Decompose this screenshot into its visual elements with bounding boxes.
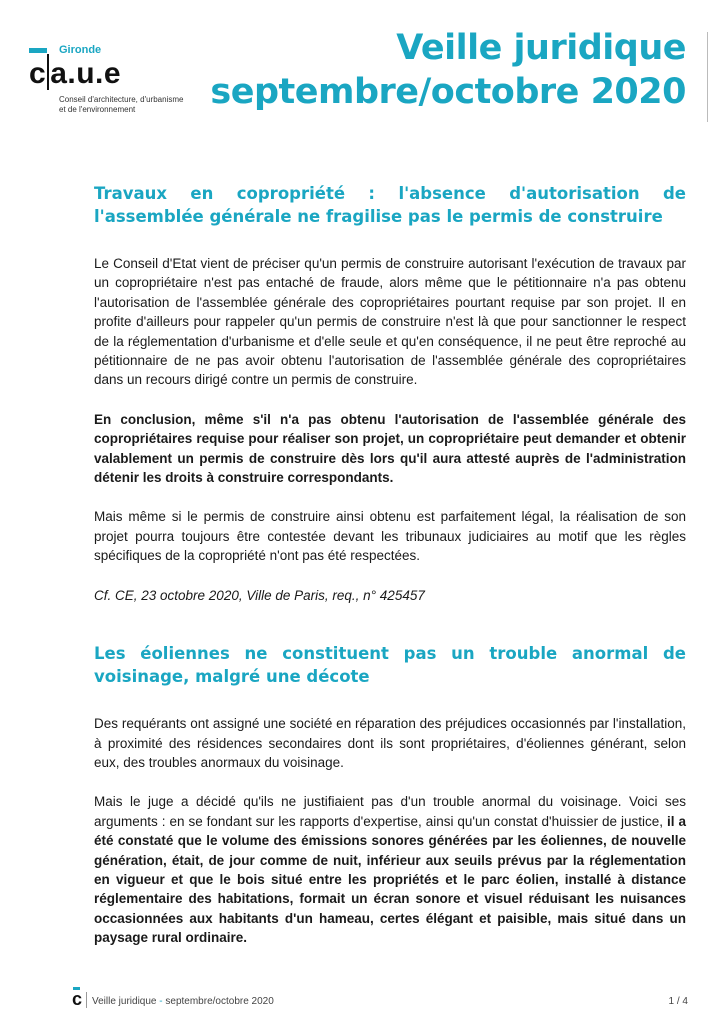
page-title-line1: Veille juridique bbox=[396, 28, 686, 68]
page-title-line2: septembre/octobre 2020 bbox=[210, 72, 686, 112]
logo-region: Gironde bbox=[59, 44, 102, 56]
logo-mark-separator bbox=[47, 54, 49, 90]
header-divider bbox=[707, 32, 708, 122]
page-number: 1 / 4 bbox=[668, 996, 688, 1007]
footer-label-sep: - bbox=[156, 996, 166, 1007]
logo-mark-left: c bbox=[29, 57, 47, 90]
paragraph-emphasis: il a été constaté que le volume des émissions sonores générées par les éoliennes, de nouvelle génération, était, de jour comme de nuit, inférieur aux seuils prévus par la réglementation en vigueur et que le bois situé entre les propriétés et le parc éolien, installé à distance réglementaire des habitations, formait un écran sonore et visuel réduisant les nuisances occasionnées aux habitants d'un hameau, certes élégant et paisible, mais situé dans un paysage rural ordinaire. bbox=[94, 813, 687, 946]
document-body bbox=[94, 182, 686, 968]
logo-subtitle-line1: Conseil d'architecture, d'urbanisme bbox=[59, 95, 184, 104]
article-heading: Les éoliennes ne constituent pas un trouble anormal de voisinage, malgré une décote bbox=[94, 644, 686, 687]
page-title bbox=[210, 26, 686, 114]
article-copropriete bbox=[94, 182, 686, 605]
footer-logo-mark: c bbox=[72, 989, 83, 1009]
logo-accent-bar bbox=[29, 48, 47, 53]
article-paragraph bbox=[94, 792, 686, 947]
article-paragraph: Des requérants ont assigné une société en réparation des préjudices occasionnés par l'installation, à proximité des résidences secondaires dont ils sont propriétaires, d'éoliennes générant, selon eux, des troubles anormaux du voisinage. bbox=[94, 716, 686, 770]
article-reference: Cf. CE, 23 octobre 2020, Ville de Paris, req., n° 425457 bbox=[94, 587, 425, 603]
footer-label-period: septembre/octobre 2020 bbox=[165, 996, 274, 1007]
article-paragraph: Le Conseil d'Etat vient de préciser qu'un permis de construire autorisant l'exécution de travaux par un copropriétaire n'est pas entaché de fraude, alors même que le pétitionnaire n'a pas obtenu l'autorisation de l'assemblée générale des copropriétaires pourtant requise par son projet. Il en profite d'ailleurs pour rappeler qu'un permis de construire n'est là que pour sanctionner le respect de la réglementation d'urbanisme et d'elle seule et qu'en conséquence, il ne peut être reproché au pétitionnaire de ne pas avoir obtenu l'autorisation de l'assemblée générale des copropriétaires dans un recours dirigé contre un permis de construire. bbox=[94, 256, 686, 388]
paragraph-text: Mais le juge a décidé qu'ils ne justifiaient pas d'un trouble anormal du voisinage. Voici ses arguments : en se fondant sur les rapports d'expertise, ainsi qu'un constat d'huissier de justice, bbox=[94, 794, 686, 829]
footer-divider bbox=[86, 992, 87, 1008]
article-eoliennes bbox=[94, 642, 686, 947]
logo-subtitle-line2: et de l'environnement bbox=[59, 105, 136, 114]
logo-mark bbox=[29, 54, 121, 91]
article-conclusion: En conclusion, même s'il n'a pas obtenu l'autorisation de l'assemblée générale des copropriétaires requise pour réaliser son projet, un copropriétaire peut demander et obtenir valablement un permis de construire dès lors qu'il aura attesté auprès de l'administration détenir les droits à construire correspondants. bbox=[94, 411, 686, 486]
footer-label-title: Veille juridique bbox=[92, 996, 157, 1007]
article-heading: Travaux en copropriété : l'absence d'autorisation de l'assemblée générale ne fragilise pas le permis de construire bbox=[94, 184, 686, 226]
article-paragraph: Mais même si le permis de construire ainsi obtenu est parfaitement légal, la réalisation de son projet pourra toujours être contestée devant les tribunaux judiciaires au motif que les règles spécifiques de la copropriété n'ont pas été respectées. bbox=[94, 509, 686, 564]
footer-label bbox=[92, 996, 274, 1007]
logo-mark-right: a.u.e bbox=[50, 57, 122, 90]
